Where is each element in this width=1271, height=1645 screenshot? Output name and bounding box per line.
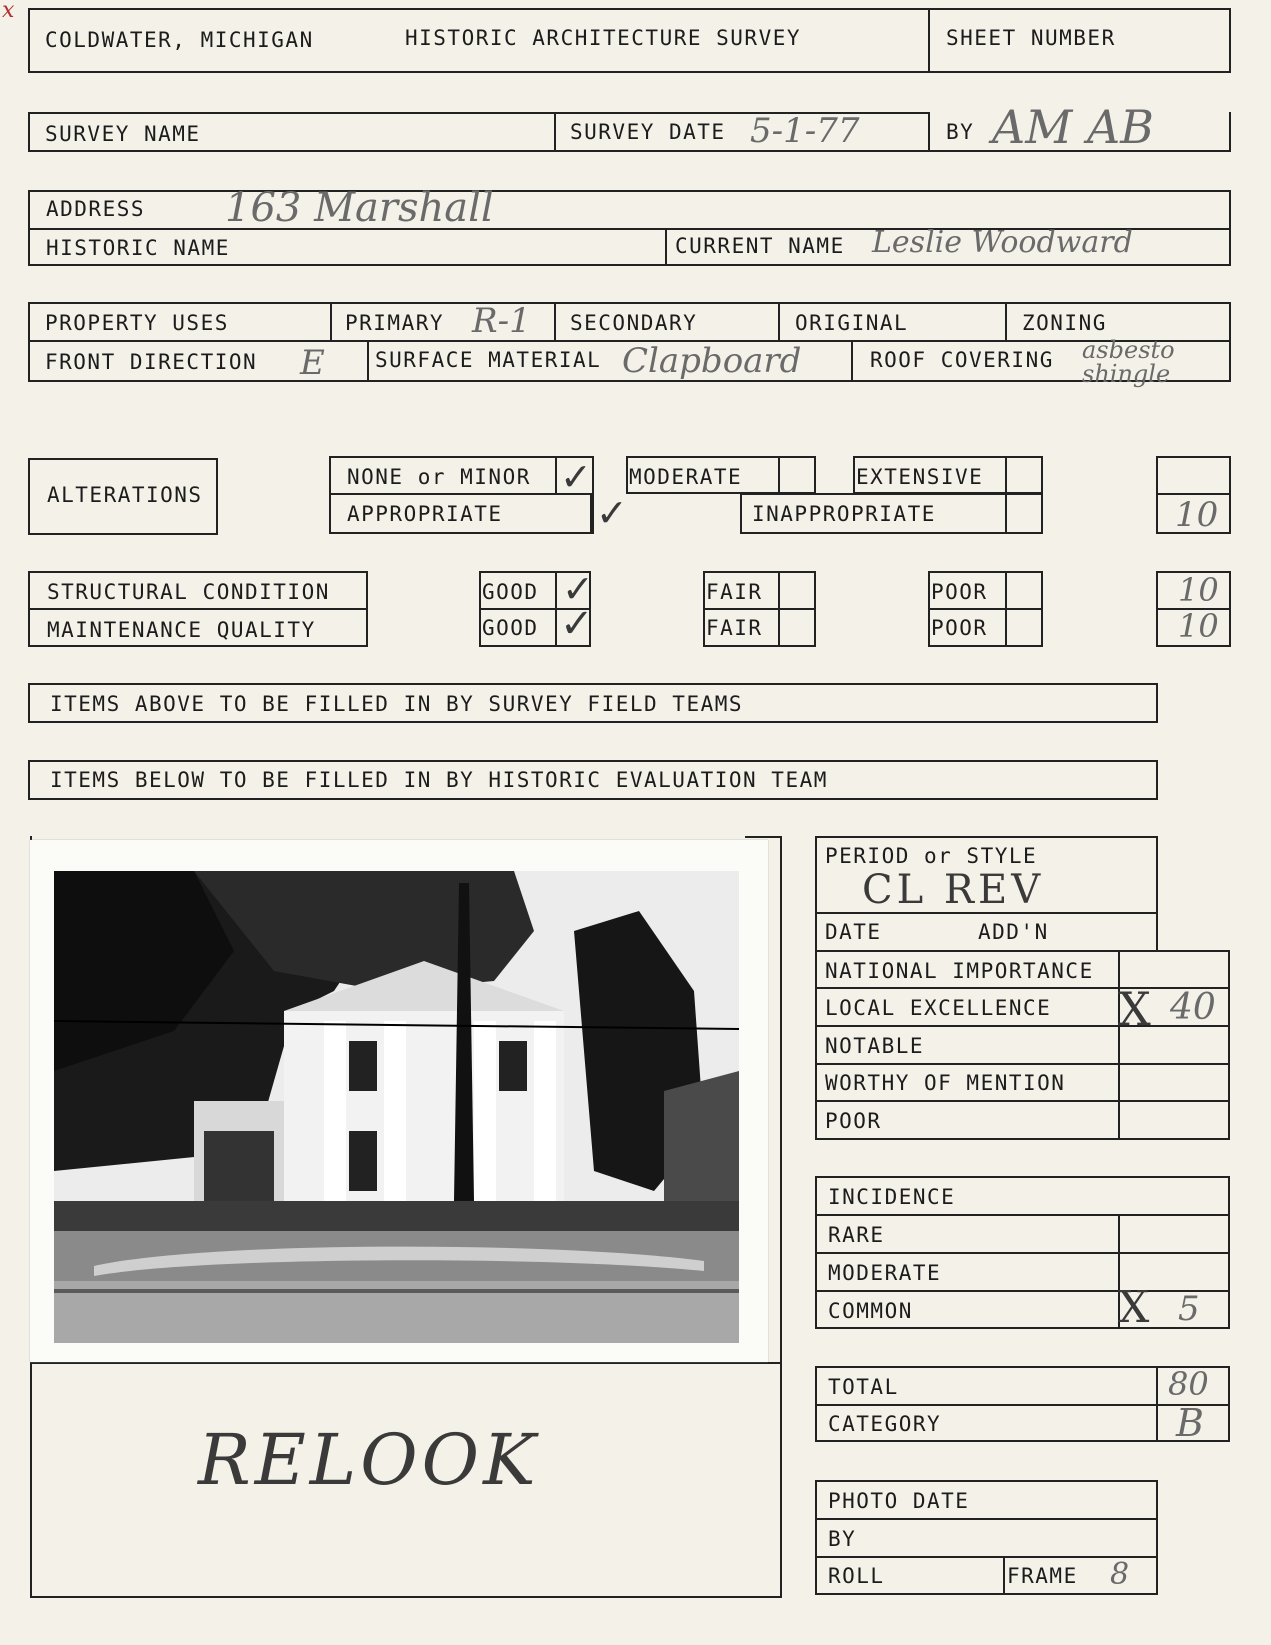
survey-by-label: BY (946, 120, 975, 144)
date-label: DATE (825, 920, 882, 944)
maintenance-good-check[interactable]: ✓ (560, 601, 594, 647)
front-direction-value[interactable]: E (300, 343, 325, 383)
roof-covering-label: ROOF COVERING (870, 348, 1054, 372)
address-value[interactable]: 163 Marshall (225, 185, 494, 231)
structural-condition-label: STRUCTURAL CONDITION (47, 580, 330, 604)
poor-label-maintenance: POOR (931, 616, 988, 640)
evaluation-team-note: ITEMS BELOW TO BE FILLED IN BY HISTORIC EVALUATION TEAM (50, 768, 828, 792)
notable-label: NOTABLE (825, 1034, 925, 1058)
address-label: ADDRESS (46, 197, 146, 221)
form-title: HISTORIC ARCHITECTURE SURVEY (405, 26, 802, 50)
structural-score[interactable]: 10 (1178, 571, 1219, 609)
total-value[interactable]: 80 (1168, 1365, 1209, 1403)
good-label-maintenance: GOOD (482, 616, 539, 640)
roof-covering-value-2[interactable]: shingle (1082, 360, 1171, 388)
local-excellence-score[interactable]: 40 (1170, 987, 1216, 1028)
survey-date-value[interactable]: 5-1-77 (750, 111, 860, 151)
photo-date-label: PHOTO DATE (828, 1489, 970, 1513)
extensive-label: EXTENSIVE (856, 465, 984, 489)
appropriate-check[interactable]: ✓ (596, 491, 628, 535)
field-teams-note: ITEMS ABOVE TO BE FILLED IN BY SURVEY FIELD TEAMS (50, 692, 744, 716)
sheet-number-label: SHEET NUMBER (946, 26, 1116, 50)
current-name-value[interactable]: Leslie Woodward (872, 225, 1133, 260)
primary-value[interactable]: R-1 (472, 301, 531, 341)
local-excellence-mark[interactable]: X (1118, 982, 1151, 1036)
current-name-label: CURRENT NAME (675, 234, 845, 258)
city-label: COLDWATER, MICHIGAN (45, 28, 314, 52)
incidence-moderate-label: MODERATE (828, 1261, 942, 1285)
common-mark[interactable]: X (1118, 1282, 1150, 1333)
common-label: COMMON (828, 1299, 913, 1323)
house-photo-image (54, 871, 739, 1343)
national-importance-label: NATIONAL IMPORTANCE (825, 959, 1094, 983)
poor-label-structural: POOR (931, 580, 988, 604)
survey-date-label: SURVEY DATE (570, 120, 726, 144)
worthy-label: WORTHY OF MENTION (825, 1071, 1066, 1095)
frame-value[interactable]: 8 (1110, 1557, 1130, 1592)
period-label: PERIOD or STYLE (825, 844, 1038, 868)
roof-covering-value-1[interactable]: asbesto (1082, 336, 1175, 364)
category-label: CATEGORY (828, 1412, 942, 1436)
none-minor-label: NONE or MINOR (347, 465, 531, 489)
alterations-label: ALTERATIONS (47, 483, 203, 507)
roll-label: ROLL (828, 1564, 885, 1588)
common-score[interactable]: 5 (1178, 1289, 1200, 1329)
fair-label-structural: FAIR (706, 580, 763, 604)
alterations-score[interactable]: 10 (1175, 495, 1219, 535)
historic-name-label: HISTORIC NAME (46, 236, 230, 260)
fair-label-maintenance: FAIR (706, 616, 763, 640)
incidence-label: INCIDENCE (828, 1185, 956, 1209)
corner-mark: x (2, 0, 15, 23)
good-label-structural: GOOD (482, 580, 539, 604)
house-photo (54, 871, 739, 1343)
maintenance-quality-label: MAINTENANCE QUALITY (47, 618, 316, 642)
zoning-label: ZONING (1022, 311, 1107, 335)
none-minor-check[interactable]: ✓ (560, 455, 592, 499)
photo-by-label: BY (828, 1527, 857, 1551)
eval-poor-label: POOR (825, 1109, 882, 1133)
rare-label: RARE (828, 1223, 885, 1247)
structural-good-check[interactable]: ✓ (562, 567, 594, 611)
maintenance-score[interactable]: 10 (1178, 607, 1219, 645)
property-uses-label: PROPERTY USES (45, 311, 229, 335)
local-excellence-label: LOCAL EXCELLENCE (825, 996, 1052, 1020)
surface-material-label: SURFACE MATERIAL (375, 348, 602, 372)
category-value[interactable]: B (1176, 1401, 1204, 1445)
total-label: TOTAL (828, 1375, 899, 1399)
front-direction-label: FRONT DIRECTION (45, 350, 258, 374)
appropriate-label: APPROPRIATE (347, 502, 503, 526)
surface-material-value[interactable]: Clapboard (622, 341, 802, 381)
original-label: ORIGINAL (795, 311, 909, 335)
primary-label: PRIMARY (345, 311, 445, 335)
frame-label: FRAME (1007, 1564, 1078, 1588)
period-value[interactable]: CL REV (862, 867, 1045, 913)
relook-remark[interactable]: RELOOK (198, 1419, 540, 1501)
inappropriate-label: INAPPROPRIATE (752, 502, 936, 526)
moderate-label: MODERATE (629, 465, 743, 489)
secondary-label: SECONDARY (570, 311, 698, 335)
addn-label: ADD'N (978, 920, 1049, 944)
survey-name-label: SURVEY NAME (45, 122, 201, 146)
survey-by-value[interactable]: AM AB (992, 100, 1154, 154)
